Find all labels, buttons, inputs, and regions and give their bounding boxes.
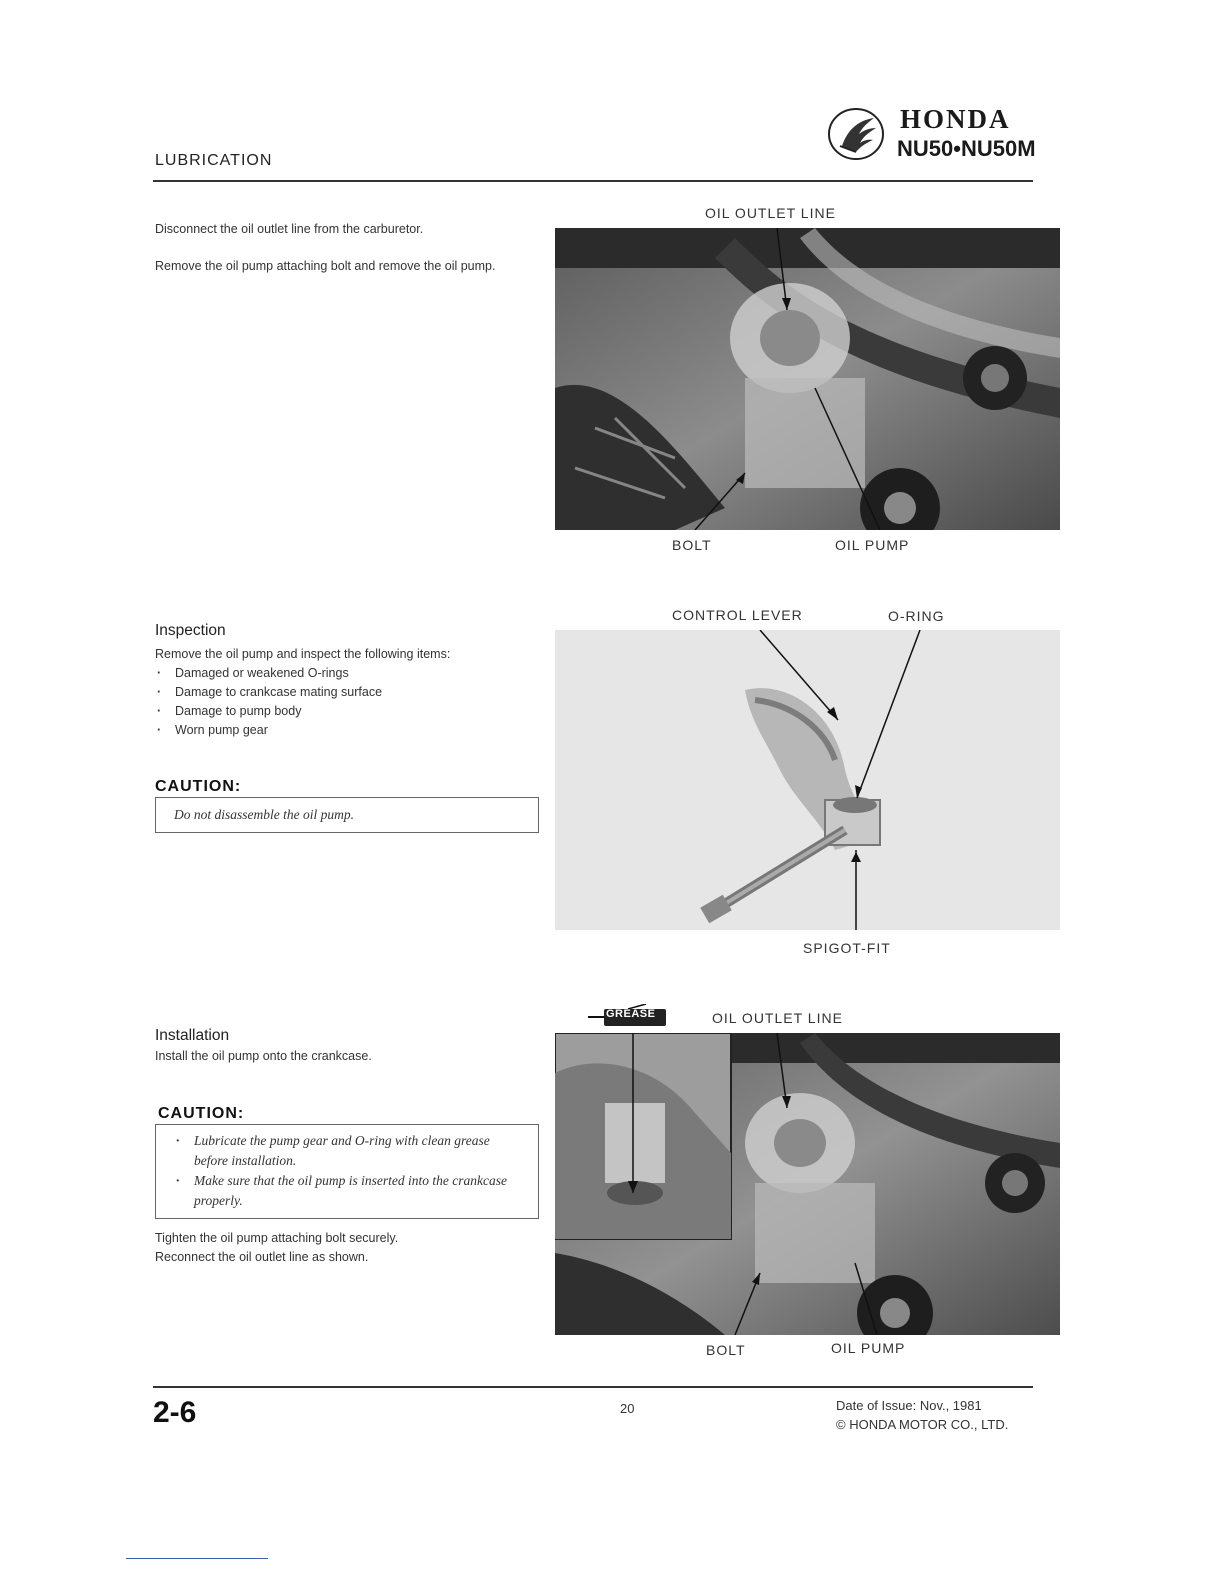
installation-caution-box [155, 1124, 539, 1219]
inspection-list [155, 664, 540, 740]
footer-rule [153, 1386, 1033, 1388]
section-title: LUBRICATION [155, 152, 273, 169]
fig3-label-bolt: BOLT [706, 1342, 746, 1358]
header-rule [153, 180, 1033, 182]
installation-caution-list [156, 1125, 538, 1211]
fig1-label-oil-outlet-line: OIL OUTLET LINE [705, 205, 836, 221]
fig2-label-spigot-fit: SPIGOT-FIT [803, 940, 891, 956]
removal-line-2: Remove the oil pump attaching bolt and remove the oil pump. [155, 259, 496, 273]
inspection-caution-text: Do not disassemble the oil pump. [174, 807, 354, 822]
list-item: · Damage to crankcase mating surface [155, 683, 540, 702]
installation-after-line-2: Reconnect the oil outlet line as shown. [155, 1250, 369, 1264]
list-item: · Worn pump gear [155, 721, 540, 740]
fig1-label-oil-pump: OIL PUMP [835, 537, 910, 553]
fig2-photo [555, 630, 1060, 930]
grease-label: GREASE [606, 1008, 656, 1020]
inspection-body [155, 645, 540, 740]
fig2-label-control-lever: CONTROL LEVER [672, 607, 803, 623]
removal-text [155, 220, 540, 276]
brand-name: HONDA [900, 104, 1011, 134]
inspection-heading: Inspection [155, 622, 226, 639]
installation-intro: Install the oil pump onto the crankcase. [155, 1049, 372, 1063]
installation-after-line-1: Tighten the oil pump attaching bolt securely. [155, 1231, 399, 1245]
copyright: © HONDA MOTOR CO., LTD. [836, 1417, 1009, 1432]
list-item: · Damaged or weakened O-rings [155, 664, 540, 683]
fig1-photo [555, 228, 1060, 530]
page-code: 2-6 [153, 1396, 197, 1429]
bottom-divider [126, 1558, 268, 1559]
honda-wing-icon [826, 106, 886, 162]
inspection-caution-heading: CAUTION: [155, 778, 242, 795]
installation-after [155, 1229, 540, 1267]
issue-date: Date of Issue: Nov., 1981 [836, 1398, 982, 1413]
inspection-caution-box [155, 797, 539, 833]
installation-caution-heading: CAUTION: [158, 1105, 245, 1122]
fig3-label-oil-pump: OIL PUMP [831, 1340, 906, 1356]
page-number: 20 [620, 1401, 635, 1416]
list-item: · Lubricate the pump gear and O-ring with clean grease before installation. [174, 1131, 522, 1171]
fig3-photo [555, 1033, 1060, 1335]
fig1-label-bolt: BOLT [672, 537, 712, 553]
fig2-label-o-ring: O-RING [888, 608, 945, 624]
fig3-label-oil-outlet-line: OIL OUTLET LINE [712, 1010, 843, 1026]
inspection-intro: Remove the oil pump and inspect the following items: [155, 647, 451, 661]
removal-line-1: Disconnect the oil outlet line from the carburetor. [155, 222, 424, 236]
list-item: · Make sure that the oil pump is inserted into the crankcase properly. [174, 1171, 522, 1211]
footer-issue [836, 1396, 1008, 1434]
list-item: · Damage to pump body [155, 702, 540, 721]
installation-heading: Installation [155, 1027, 230, 1044]
model-name: NU50•NU50M [897, 136, 1036, 161]
